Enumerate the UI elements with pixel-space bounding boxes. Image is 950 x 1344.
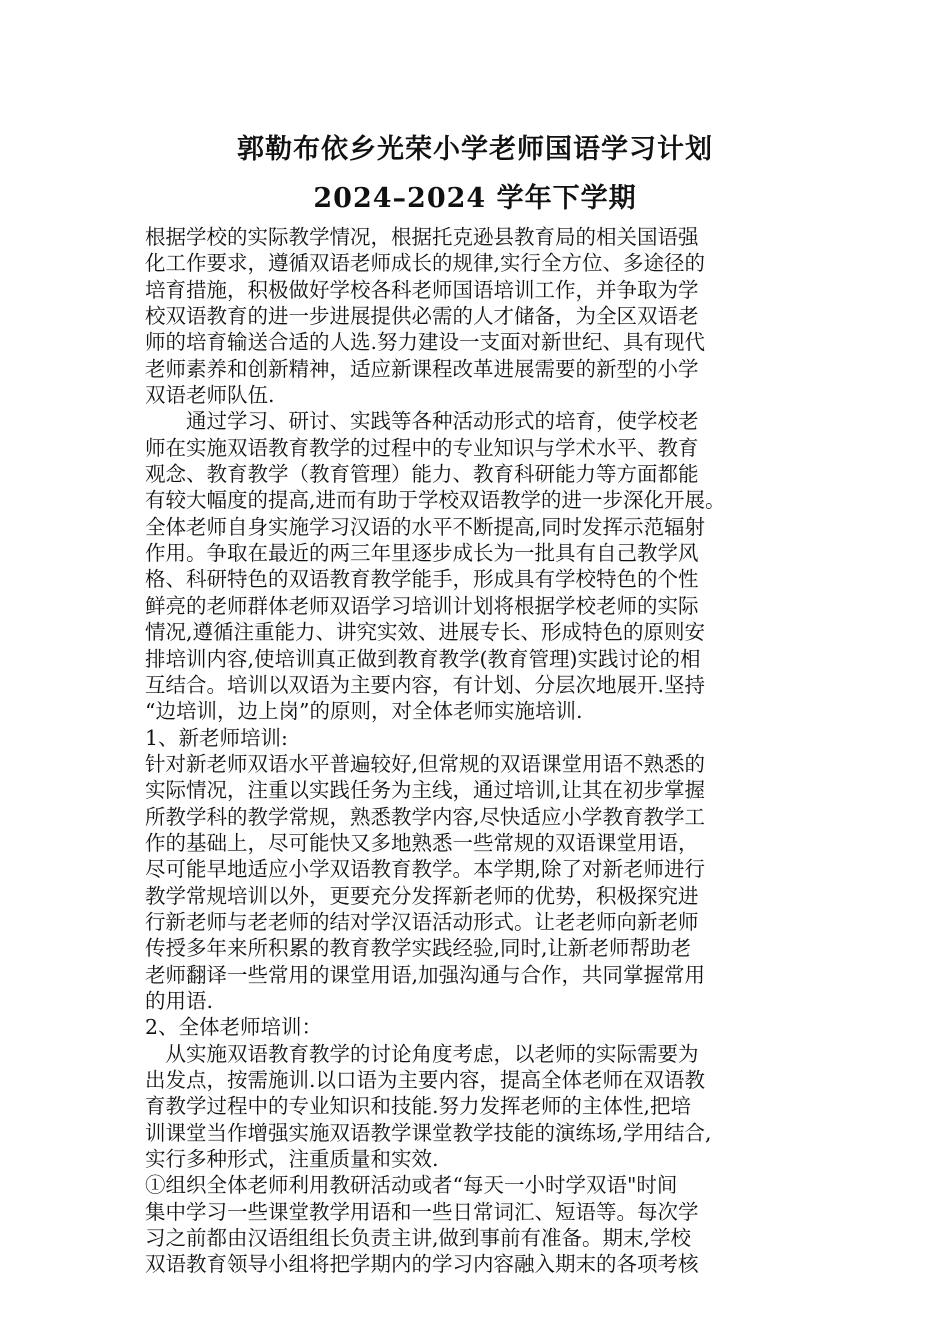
text-line: 教学常规培训以外，更要充分发挥新老师的优势，积极探究进 [145, 883, 699, 908]
text-line: 习之前都由汉语组组长负责主讲,做到事前有准备。期末,学校 [145, 1226, 692, 1251]
text-line: 化工作要求，遵循双语老师成长的规律,实行全方位、多途径的 [145, 251, 706, 276]
document-subtitle: 2024–2024 学年下学期 [313, 183, 637, 214]
text-line: 有较大幅度的提高,进而有助于学校双语教学的进一步深化开展。 [145, 488, 726, 513]
text-line: 师在实施双语教育教学的过程中的专业知识与学术水平、教育 [145, 435, 699, 460]
text-line: 集中学习一些课堂教学用语和一些日常词汇、短语等。每次学 [145, 1199, 699, 1224]
text-line: 培育措施，积极做好学校各科老师国语培训工作，并争取为学 [145, 277, 699, 302]
text-line: 双语教育领导小组将把学期内的学习内容融入期末的各项考核 [145, 1252, 699, 1277]
document-title: 郭勒布依乡光荣小学老师国语学习计划 [237, 134, 713, 165]
text-line: 观念、教育教学（教育管理）能力、教育科研能力等方面都能 [145, 462, 699, 487]
text-line: 作的基础上，尽可能快又多地熟悉一些常规的双语课堂用语， [145, 830, 699, 855]
text-line: 鲜亮的老师群体老师双语学习培训计划将根据学校老师的实际 [145, 593, 699, 618]
text-line: 师的培育输送合适的人选.努力建设一支面对新世纪、具有现代 [145, 330, 706, 355]
text-line: 老师翻译一些常用的课堂用语,加强沟通与合作，共同掌握常用 [145, 962, 706, 987]
text-line: 情况,遵循注重能力、讲究实效、进展专长、形成特色的原则安 [145, 620, 706, 645]
text-line: 作用。争取在最近的两三年里逐步成长为一批具有自己教学风 [145, 541, 699, 566]
text-line: 传授多年来所积累的教育教学实践经验,同时,让新老师帮助老 [145, 936, 692, 961]
text-line: 互结合。培训以双语为主要内容，有计划、分层次地展开.坚持 [145, 672, 706, 697]
text-line: 老师素养和创新精神，适应新课程改革进展需要的新型的小学 [145, 356, 699, 381]
text-line: 育教学过程中的专业知识和技能.努力发挥老师的主体性,把培 [145, 1094, 692, 1119]
text-line: 的用语. [145, 988, 214, 1013]
text-line: 从实施双语教育教学的讨论角度考虑，以老师的实际需要为 [145, 1041, 699, 1066]
text-line: 通过学习、研讨、实践等各种活动形式的培育，使学校老 [145, 409, 699, 434]
text-line: 实行多种形式，注重质量和实效. [145, 1147, 439, 1172]
text-line: 实际情况，注重以实践任务为主线，通过培训,让其在初步掌握 [145, 778, 706, 803]
text-line: 行新老师与老老师的结对学汉语活动形式。让老老师向新老师 [145, 909, 699, 934]
text-line: 1、新老师培训: [145, 725, 288, 750]
text-line: ①组织全体老师利用教研活动或者“每天一小时学双语"时间 [145, 1173, 678, 1198]
text-line: 训课堂当作增强实施双语教学课堂教学技能的演练场,学用结合, [145, 1120, 712, 1145]
document-body [145, 224, 825, 1278]
text-line: 格、科研特色的双语教育教学能手，形成具有学校特色的个性 [145, 567, 699, 592]
text-line: 2、全体老师培训： [145, 1015, 323, 1040]
text-line: 针对新老师双语水平普遍较好,但常规的双语课堂用语不熟悉的 [145, 751, 706, 776]
text-line: 双语老师队伍. [145, 383, 275, 408]
text-line: 全体老师自身实施学习汉语的水平不断提高,同时发挥示范辐射 [145, 514, 706, 539]
text-line: 校双语教育的进一步进展提供必需的人才储备，为全区双语老 [145, 304, 699, 329]
text-line: 所教学科的教学常规，熟悉教学内容,尽快适应小学教育教学工 [145, 804, 706, 829]
text-line: 根据学校的实际教学情况，根据托克逊县教育局的相关国语强 [145, 225, 699, 249]
text-line: 尽可能早地适应小学双语教育教学。本学期,除了对新老师进行 [145, 857, 706, 882]
text-line: “边培训，边上岗”的原则，对全体老师实施培训. [145, 699, 583, 724]
text-line: 排培训内容,使培训真正做到教育教学(教育管理)实践讨论的相 [145, 646, 701, 671]
text-line: 出发点，按需施训.以口语为主要内容，提高全体老师在双语教 [145, 1068, 706, 1092]
